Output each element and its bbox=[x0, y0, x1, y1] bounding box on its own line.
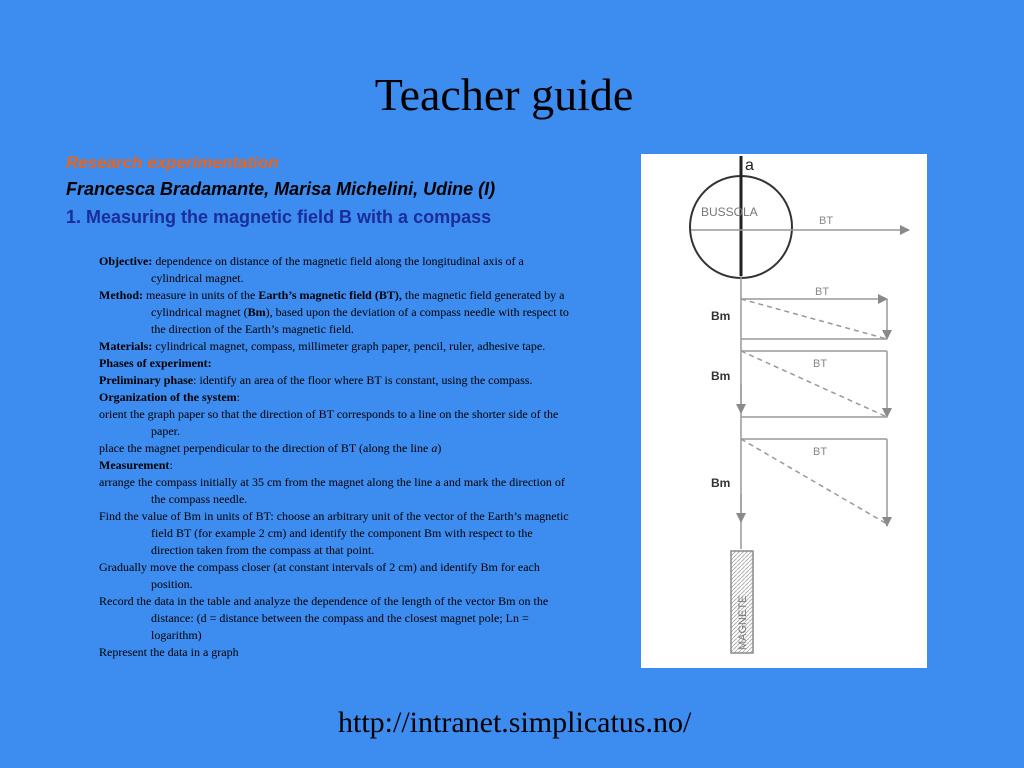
authors-heading: Francesca Bradamante, Marisa Michelini, Udine (I) bbox=[66, 179, 496, 199]
measurement-label: Measurement bbox=[99, 458, 170, 472]
method-text-2: the magnetic field generated by a cylindrical magnet ( bbox=[151, 288, 565, 319]
method-bold-bm: Bm bbox=[247, 305, 266, 319]
compass-diagram bbox=[641, 154, 927, 668]
measurement-colon: : bbox=[169, 458, 173, 472]
bm-label-3: Bm bbox=[711, 476, 731, 490]
objective-text: dependence on distance of the magnetic field along the longitudinal axis of a cylindrical magnet. bbox=[151, 254, 524, 285]
organization-colon: : bbox=[236, 390, 240, 404]
phases-label: Phases of experiment: bbox=[99, 356, 212, 370]
bt-label-top: BT bbox=[819, 215, 834, 227]
objective-paragraph bbox=[99, 253, 569, 287]
arrange-paragraph: arrange the compass initially at 35 cm from the magnet along the line a and mark the direction of the compass needle. bbox=[99, 475, 565, 506]
guide-body bbox=[99, 253, 569, 661]
label-a: a bbox=[745, 157, 754, 174]
organization-paragraph bbox=[99, 389, 569, 406]
method-text-3: ), based upon the deviation of a compass needle with respect to the direction of the Earth’s magnetic field. bbox=[151, 305, 569, 336]
source-url[interactable]: http://intranet.simplicatus.no/ bbox=[338, 706, 692, 739]
page-title: Teacher guide bbox=[374, 69, 634, 120]
gradually-paragraph: Gradually move the compass closer (at constant intervals of 2 cm) and identify Bm for each position. bbox=[99, 560, 540, 591]
bt-label-2: BT bbox=[813, 358, 828, 370]
magnet-label: MAGNETE bbox=[737, 595, 749, 650]
preliminary-label: Preliminary phase bbox=[99, 373, 194, 387]
place-paragraph bbox=[99, 440, 569, 457]
compass-diagram-svg bbox=[641, 154, 927, 668]
bm-label-2: Bm bbox=[711, 369, 731, 383]
preliminary-text: : identify an area of the floor where BT is constant, using the compass. bbox=[193, 373, 533, 387]
method-label: Method: bbox=[99, 288, 143, 302]
bt-label-1: BT bbox=[815, 286, 830, 298]
materials-text: cylindrical magnet, compass, millimeter graph paper, pencil, ruler, adhesive tape. bbox=[152, 339, 546, 353]
place-text: place the magnet perpendicular to the direction of BT (along the line bbox=[99, 441, 432, 455]
find-paragraph: Find the value of Bm in units of BT: choose an arbitrary unit of the vector of the Earth’s magnetic field BT (for example 2 cm) and identify the component Bm with respect to the direction taken from the compass at that point. bbox=[99, 509, 569, 557]
method-bold-bt: Earth’s magnetic field (BT), bbox=[258, 288, 402, 302]
phases-paragraph bbox=[99, 355, 569, 372]
materials-label: Materials: bbox=[99, 339, 153, 353]
place-italic: a bbox=[431, 441, 438, 455]
organization-label: Organization of the system bbox=[99, 390, 237, 404]
record-paragraph: Record the data in the table and analyze the dependence of the length of the vector Bm on the distance: (d = distance between the compass and the closest magnet pole; Ln = logarithm) bbox=[99, 594, 549, 642]
research-heading: Research experimentation bbox=[66, 153, 279, 172]
method-paragraph bbox=[99, 287, 569, 338]
measurement-paragraph bbox=[99, 457, 569, 474]
orient-paragraph: orient the graph paper so that the direction of BT corresponds to a line on the shorter side of the paper. bbox=[99, 407, 559, 438]
bt-label-3: BT bbox=[813, 446, 828, 458]
bm-label-1: Bm bbox=[711, 309, 731, 323]
represent-paragraph: Represent the data in a graph bbox=[99, 645, 239, 659]
resultant-1 bbox=[741, 299, 887, 339]
materials-paragraph bbox=[99, 338, 569, 355]
preliminary-paragraph bbox=[99, 372, 569, 389]
place-end: ) bbox=[437, 441, 442, 455]
objective-label: Objective: bbox=[99, 254, 153, 268]
bussola-label: BUSSOLA bbox=[701, 205, 758, 219]
section-heading: 1. Measuring the magnetic field B with a compass bbox=[66, 207, 492, 227]
method-text: measure in units of the bbox=[143, 288, 259, 302]
